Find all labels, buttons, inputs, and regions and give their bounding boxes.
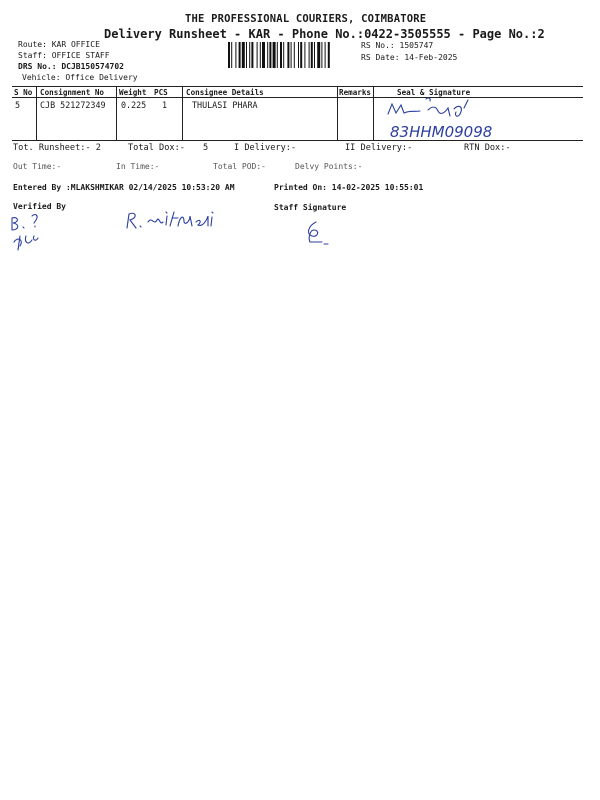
table-top-border	[12, 86, 583, 87]
col-divider	[116, 86, 117, 140]
company-name: THE PROFESSIONAL COURIERS, COIMBATORE	[185, 13, 427, 25]
entered-by: Entered By :MLAKSHMIKAR 02/14/2025 10:53:20 AM	[13, 183, 235, 192]
header-weight: Weight	[119, 88, 147, 97]
cell-sno: 5	[15, 100, 21, 110]
cell-consignee: THULASI PHARA	[192, 100, 258, 110]
staff-label: Staff: OFFICE STAFF	[18, 51, 110, 60]
runsheet-title: Delivery Runsheet - KAR - Phone No.:0422-3505555 - Page No.:2	[104, 27, 545, 41]
verified-by-label: Verified By	[13, 202, 66, 211]
cell-consignment: CJB 521272349	[40, 100, 106, 110]
header-seal-signature: Seal & Signature	[397, 88, 471, 97]
rs-number: RS No.: 1505747	[361, 41, 434, 50]
cell-pcs: 1	[162, 100, 168, 110]
i-delivery-label: I Delivery:-	[234, 143, 297, 153]
delvy-points-label: Delvy Points:-	[295, 162, 363, 171]
ii-delivery-label: II Delivery:-	[345, 143, 413, 153]
drs-number: DRS No.: DCJB150574702	[18, 62, 124, 71]
total-pod-label: Total POD:-	[213, 162, 266, 171]
out-time-label: Out Time:-	[13, 162, 62, 171]
handwritten-phone: 83HHM09098	[390, 123, 493, 141]
route-label: Route: KAR OFFICE	[18, 40, 100, 49]
col-divider	[36, 86, 37, 140]
in-time-label: In Time:-	[116, 162, 160, 171]
total-dox-label: Total Dox:-	[128, 143, 185, 153]
header-consignee: Consignee Details	[186, 88, 264, 97]
col-divider	[182, 86, 183, 140]
col-divider	[373, 86, 374, 140]
rtn-dox-label: RTN Dox:-	[464, 143, 511, 153]
tot-runsheet: Tot. Runsheet:- 2	[13, 143, 101, 153]
barcode-image	[228, 42, 356, 68]
staff-signature-mark	[300, 218, 334, 248]
total-dox-value: 5	[203, 143, 209, 153]
rs-date: RS Date: 14-Feb-2025	[361, 53, 458, 62]
header-remarks: Remarks	[339, 88, 372, 97]
receiver-signature	[380, 96, 510, 142]
staff-signature-label: Staff Signature	[274, 203, 347, 212]
printed-on: Printed On: 14-02-2025 10:55:01	[274, 183, 424, 192]
col-divider	[337, 86, 338, 140]
verified-initials	[8, 210, 53, 256]
header-consignment: Consignment No	[40, 88, 105, 97]
header-sno: S No	[14, 88, 33, 97]
header-pcs: PCS	[154, 88, 168, 97]
vehicle-label: Vehicle: Office Delivery	[22, 73, 138, 82]
cell-weight: 0.225	[121, 100, 147, 110]
verifier-signature	[122, 208, 227, 234]
